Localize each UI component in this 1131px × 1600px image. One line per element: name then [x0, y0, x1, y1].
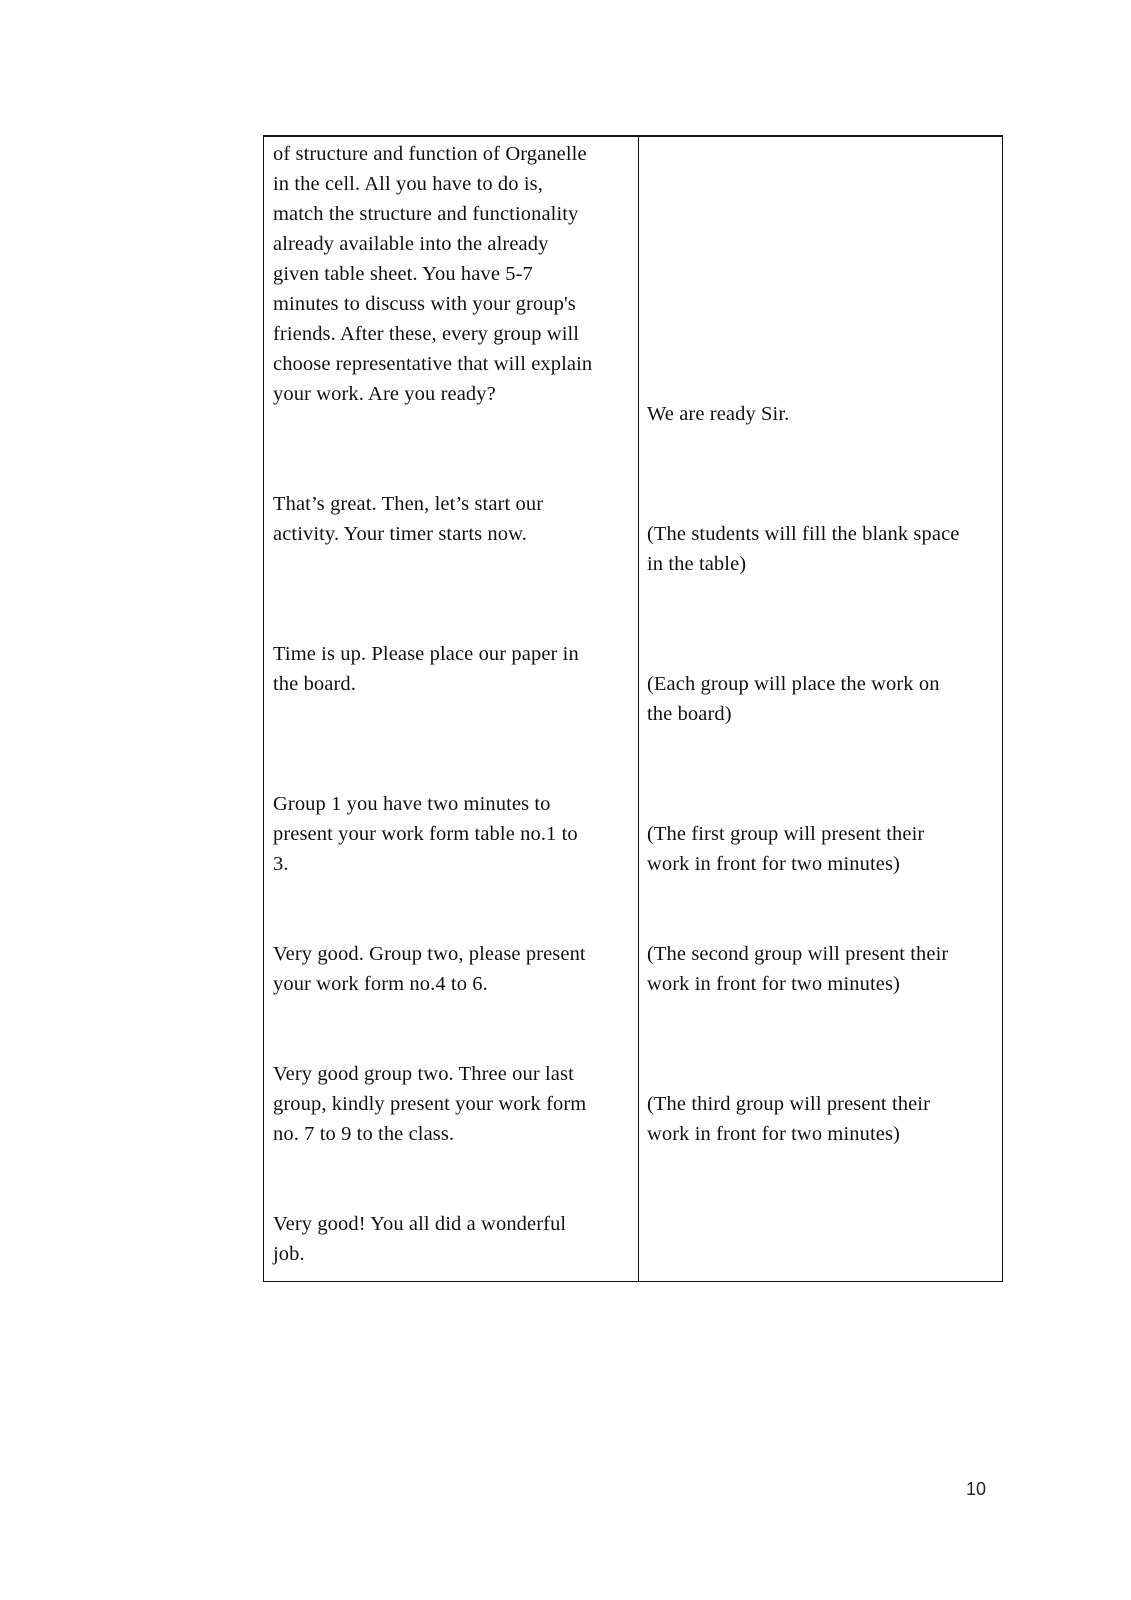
teacher-cell-1: of structure and function of Organelle in the cell. All you have to do is, match the structure and functionality already available into the already given table sheet. You have 5-7 minutes to discuss with your group's friends. After these, every group will choose representative that will explain your work. Are you ready?: [273, 143, 593, 405]
teacher-cell-6: Very good group two. Three our last group, kindly present your work form no. 7 to 9 to the class.: [273, 1063, 587, 1145]
student-cell-2: (The students will fill the blank space in the table): [647, 523, 960, 575]
column-divider: [638, 137, 639, 1281]
teacher-cell-2: That’s great. Then, let’s start our activity. Your timer starts now.: [273, 493, 544, 545]
student-cell-4: (The first group will present their work in front for two minutes): [647, 823, 925, 875]
student-cell-6: (The third group will present their work in front for two minutes): [647, 1093, 931, 1145]
student-cell-3: (Each group will place the work on the board): [647, 673, 940, 725]
teacher-cell-4: Group 1 you have two minutes to present your work form table no.1 to 3.: [273, 793, 578, 875]
teacher-cell-3: Time is up. Please place our paper in the board.: [273, 643, 579, 695]
teacher-cell-7: Very good! You all did a wonderful job.: [273, 1213, 567, 1265]
page-number: 10: [966, 1479, 987, 1499]
lesson-dialogue-table: [263, 135, 1003, 1282]
student-cell-1: We are ready Sir.: [647, 403, 790, 425]
student-cell-5: (The second group will present their work in front for two minutes): [647, 943, 949, 995]
teacher-cell-5: Very good. Group two, please present your work form no.4 to 6.: [273, 943, 586, 995]
